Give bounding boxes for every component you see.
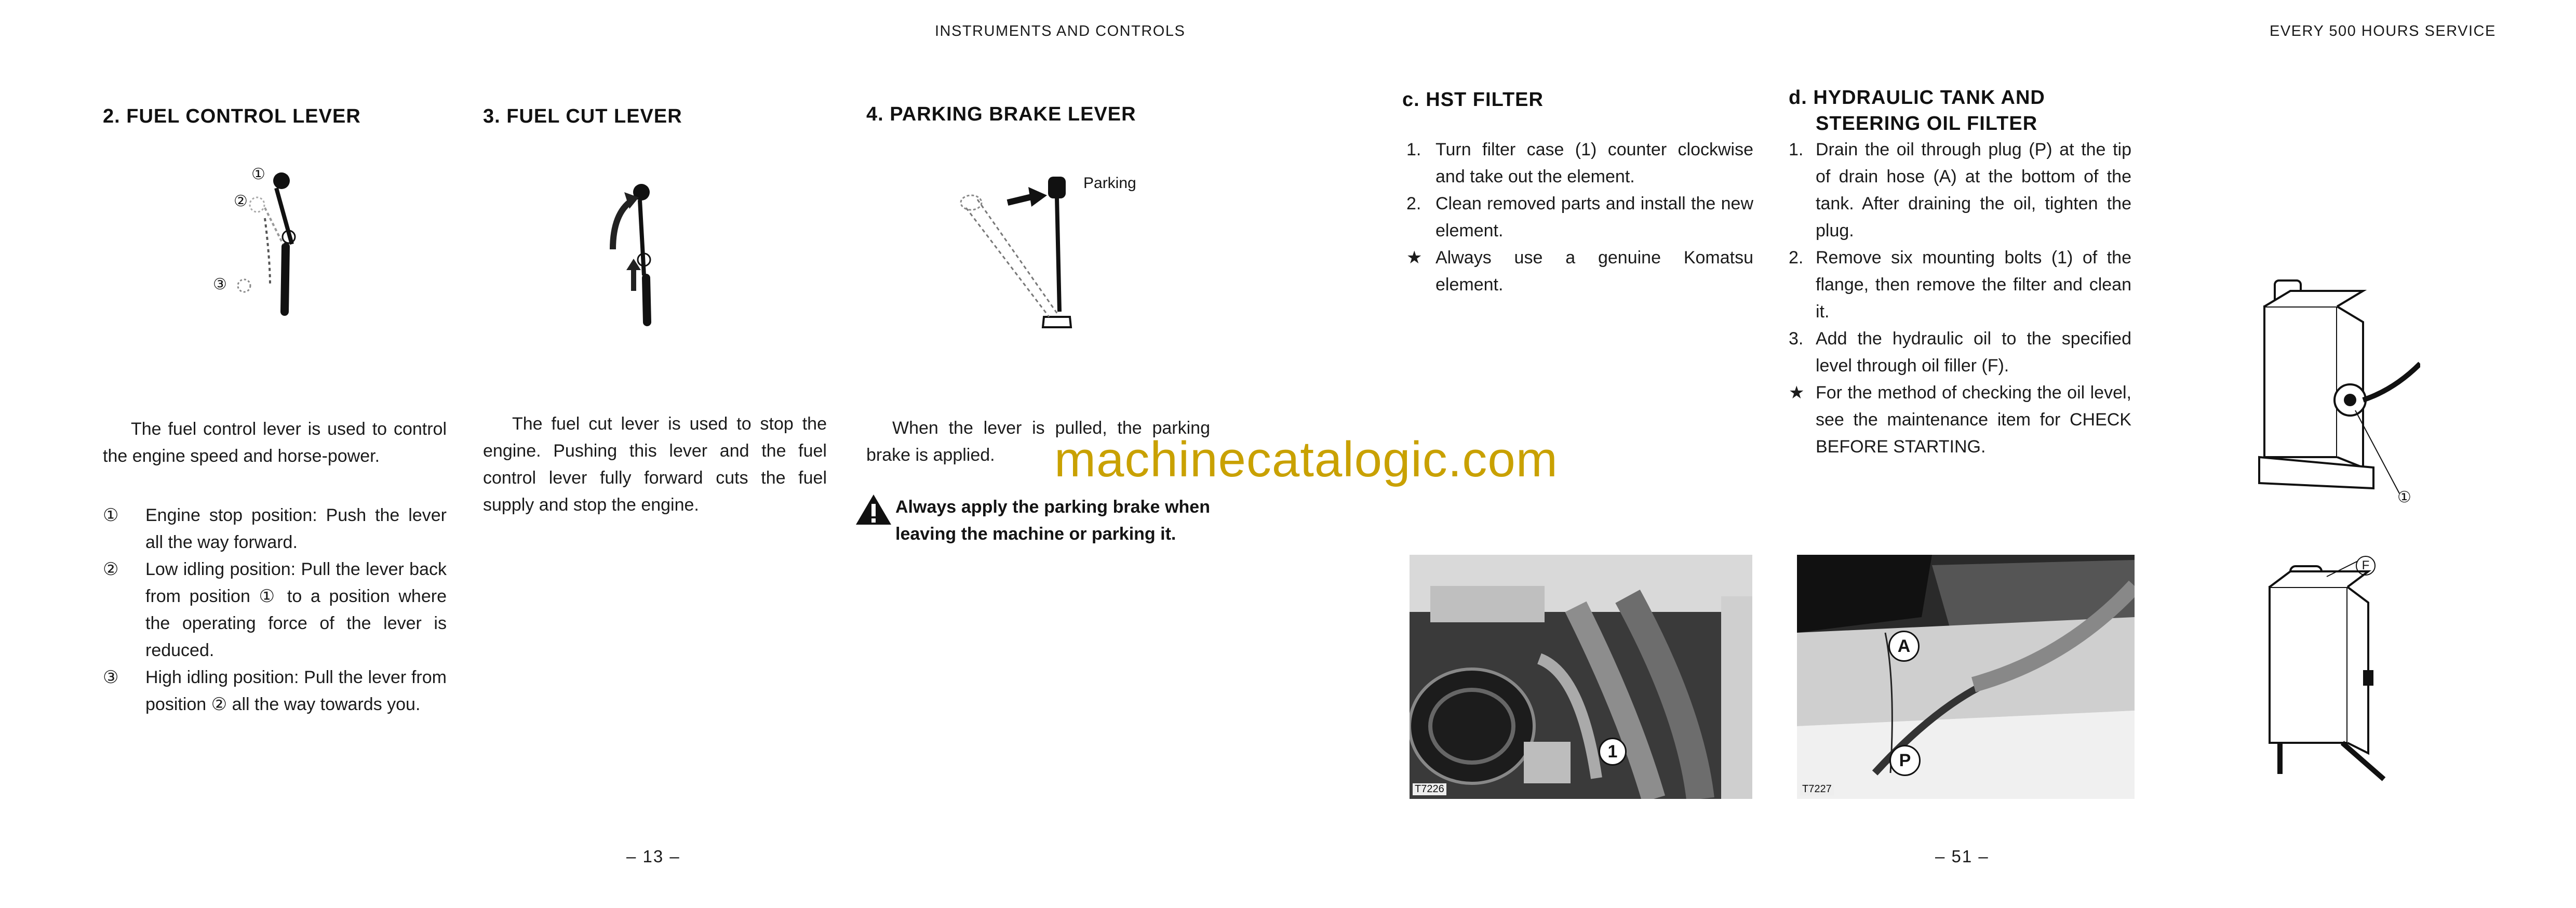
section-title-fuel-cut-lever: 3. FUEL CUT LEVER (483, 105, 682, 127)
list-text: Engine stop position: Push the lever all the way forward. (145, 505, 447, 552)
page-number-left: – 13 – (626, 847, 680, 866)
watermark: machinecatalogic.com (1054, 432, 1558, 487)
list-text: Low idling position: Pull the lever back from position ① to a position where the operating force of the lever is reduced. (145, 559, 447, 660)
parking-brake-lever-diagram (950, 166, 1085, 338)
drain-hose-photo-art (1797, 555, 2135, 799)
list-item (1789, 244, 2131, 325)
list-text: Clean removed parts and install the new element. (1435, 194, 1753, 241)
list-marker: ③ (103, 667, 119, 687)
list-text: For the method of checking the oil level, see the maintenance item for CHECK BEFORE STARTING. (1816, 383, 2131, 457)
diagram-label-3: ③ (213, 276, 227, 293)
page-header-left: INSTRUMENTS AND CONTROLS (935, 23, 1186, 39)
list-marker: 1. (1789, 140, 1804, 159)
list-marker: ★ (1406, 248, 1423, 268)
tank-filler-label: F (2356, 556, 2376, 576)
callout-1: 1 (1599, 738, 1627, 766)
list-marker: 3. (1789, 329, 1804, 349)
list-item (1789, 325, 2131, 379)
list-text: Remove six mounting bolts (1) of the flange, then remove the filter and clean it. (1816, 248, 2131, 322)
list-item (1406, 190, 1753, 244)
callout-p: P (1889, 745, 1921, 776)
hydraulic-tank-filler-drawing (2249, 556, 2415, 790)
page-header-right: EVERY 500 HOURS SERVICE (2270, 23, 2496, 39)
fuel-cut-lever-diagram (592, 171, 675, 327)
parking-label: Parking (1083, 175, 1136, 192)
diagram-label-2: ② (234, 193, 248, 210)
list-marker: 2. (1789, 248, 1804, 268)
list-marker: ★ (1789, 383, 1805, 403)
parking-brake-warning: Always apply the parking brake when leaving the machine or parking it. (895, 497, 1210, 544)
fuel-control-intro: The fuel control lever is used to control the engine speed and horse-power. (103, 419, 447, 466)
list-text: Turn filter case (1) counter clockwise and take out the element. (1435, 140, 1753, 186)
drain-hose-photo (1797, 555, 2135, 799)
section-title-steering-oil-filter: STEERING OIL FILTER (1816, 113, 2038, 135)
photo-code: T7226 (1413, 783, 1446, 795)
list-item (103, 556, 447, 664)
list-text: Always use a genuine Komatsu element. (1435, 248, 1753, 295)
list-marker: 1. (1406, 140, 1421, 159)
warning-icon (855, 493, 892, 526)
section-title-parking-brake-lever: 4. PARKING BRAKE LEVER (866, 103, 1136, 125)
hst-filter-photo-art (1410, 555, 1752, 799)
hst-filter-photo (1410, 555, 1752, 799)
list-text: Drain the oil through plug (P) at the tip of drain hose (A) at the bottom of the tank. After draining the oil, tighten the plug. (1816, 140, 2131, 241)
section-title-hydraulic-tank: d. HYDRAULIC TANK AND (1789, 87, 2045, 109)
hydraulic-tank-steps (1789, 136, 2131, 460)
photo-code: T7227 (1800, 783, 1834, 795)
diagram-label-1: ① (251, 166, 265, 183)
list-marker: ② (103, 559, 119, 579)
callout-a: A (1888, 631, 1920, 662)
list-text: Add the hydraulic oil to the specified level through oil filler (F). (1816, 329, 2131, 376)
page-number-right: – 51 – (1935, 847, 1989, 866)
list-item (1406, 244, 1753, 298)
tank-bolt-label: ① (2397, 489, 2411, 506)
list-text: High idling position: Pull the lever from position ② all the way towards you. (145, 667, 447, 714)
parking-brake-body: When the lever is pulled, the parking brake is applied. (866, 418, 1210, 465)
list-marker: 2. (1406, 194, 1421, 213)
fuel-control-lever-diagram (208, 156, 327, 327)
section-title-hst-filter: c. HST FILTER (1402, 89, 1544, 111)
list-marker: ① (103, 505, 119, 525)
fuel-cut-body: The fuel cut lever is used to stop the engine. Pushing this lever and the fuel control lever fully forward cuts the fuel supply and stop the engine. (483, 414, 827, 515)
list-item (1789, 379, 2131, 460)
fuel-control-positions-list (103, 502, 447, 718)
list-item (1789, 136, 2131, 244)
section-title-fuel-control-lever: 2. FUEL CONTROL LEVER (103, 105, 361, 127)
hydraulic-tank-flange-drawing (2244, 270, 2420, 519)
list-item (1406, 136, 1753, 190)
list-item (103, 502, 447, 556)
hst-filter-steps (1406, 136, 1753, 298)
list-item (103, 664, 447, 718)
